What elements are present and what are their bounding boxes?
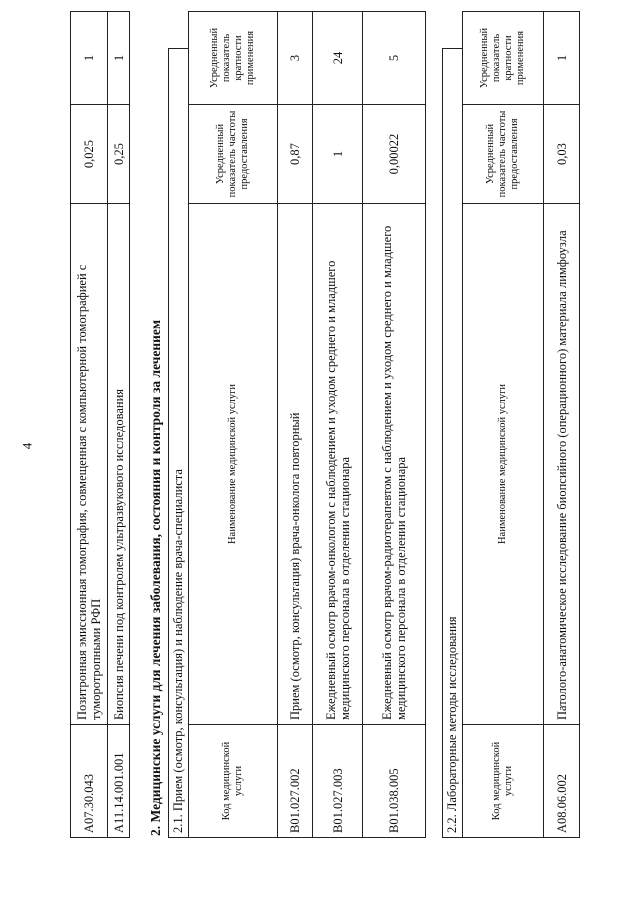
cell-mult: 1 (71, 12, 108, 105)
cell-freq: 0,87 (278, 105, 313, 204)
subsection-2-1-title: 2.1. Прием (осмотр, консультация) и наблюдение врача-специалиста (168, 48, 188, 838)
table-header-row (463, 12, 544, 838)
cell-code: A08.06.002 (544, 725, 580, 838)
table-row (313, 12, 363, 838)
header-code: Код медицинской услуги (189, 725, 278, 838)
table-laboratory (462, 11, 580, 838)
table-row (544, 12, 580, 838)
cell-code: B01.027.002 (278, 725, 313, 838)
cell-name: Биопсия печени под контролем ультразвукового исследования (108, 204, 130, 725)
cell-freq: 0,03 (544, 105, 580, 204)
cell-code: B01.038.005 (363, 725, 426, 838)
header-name: Наименование медицинской услуги (463, 204, 544, 725)
cell-mult: 3 (278, 12, 313, 105)
table-consultations (188, 11, 426, 838)
cell-code: B01.027.003 (313, 725, 363, 838)
cell-freq: 0,00022 (363, 105, 426, 204)
table-row (363, 12, 426, 838)
rotated-page-content (70, 27, 580, 838)
cell-mult: 1 (108, 12, 130, 105)
table-row (108, 12, 130, 838)
cell-mult: 1 (544, 12, 580, 105)
cell-name: Ежедневный осмотр врачом-онкологом с наблюдением и уходом среднего и младшего медицинского персонала в отделении стационара (313, 204, 363, 725)
section-2-title: 2. Медицинские услуги для лечения заболевания, состояния и контроля за лечением (148, 319, 163, 836)
subsection-2-2-title: 2.2. Лабораторные методы исследования (442, 48, 462, 838)
page-number: 4 (19, 442, 35, 450)
cell-freq: 0,25 (108, 105, 130, 204)
cell-name: Позитронная эмиссионная томография, совмещенная с компьютерной томографией с туморотропными РФП (71, 204, 108, 725)
cell-mult: 24 (313, 12, 363, 105)
header-mult: Усредненный показатель кратности применения (463, 12, 544, 105)
cell-freq: 0,025 (71, 105, 108, 204)
header-code: Код медицинской услуги (463, 725, 544, 838)
spacer (426, 48, 442, 838)
table-header-row (189, 12, 278, 838)
cell-name: Прием (осмотр, консультация) врача-онколога повторный (278, 204, 313, 725)
cell-code: A11.14.001.001 (108, 725, 130, 838)
cell-code: A07.30.043 (71, 725, 108, 838)
cell-freq: 1 (313, 105, 363, 204)
header-name: Наименование медицинской услуги (189, 204, 278, 725)
table-row (71, 12, 108, 838)
cell-mult: 5 (363, 12, 426, 105)
header-freq: Усредненный показатель частоты предоставления (463, 105, 544, 204)
header-mult: Усредненный показатель кратности применения (189, 12, 278, 105)
header-freq: Усредненный показатель частоты предоставления (189, 105, 278, 204)
cell-name: Ежедневный осмотр врачом-радиотерапевтом с наблюдением и уходом среднего и младшего медицинского персонала в отделении стационара (363, 204, 426, 725)
table-top (70, 11, 130, 838)
table-row (278, 12, 313, 838)
cell-name: Патолого-анатомическое исследование биопсийного (операционного) материала лимфоузла (544, 204, 580, 725)
